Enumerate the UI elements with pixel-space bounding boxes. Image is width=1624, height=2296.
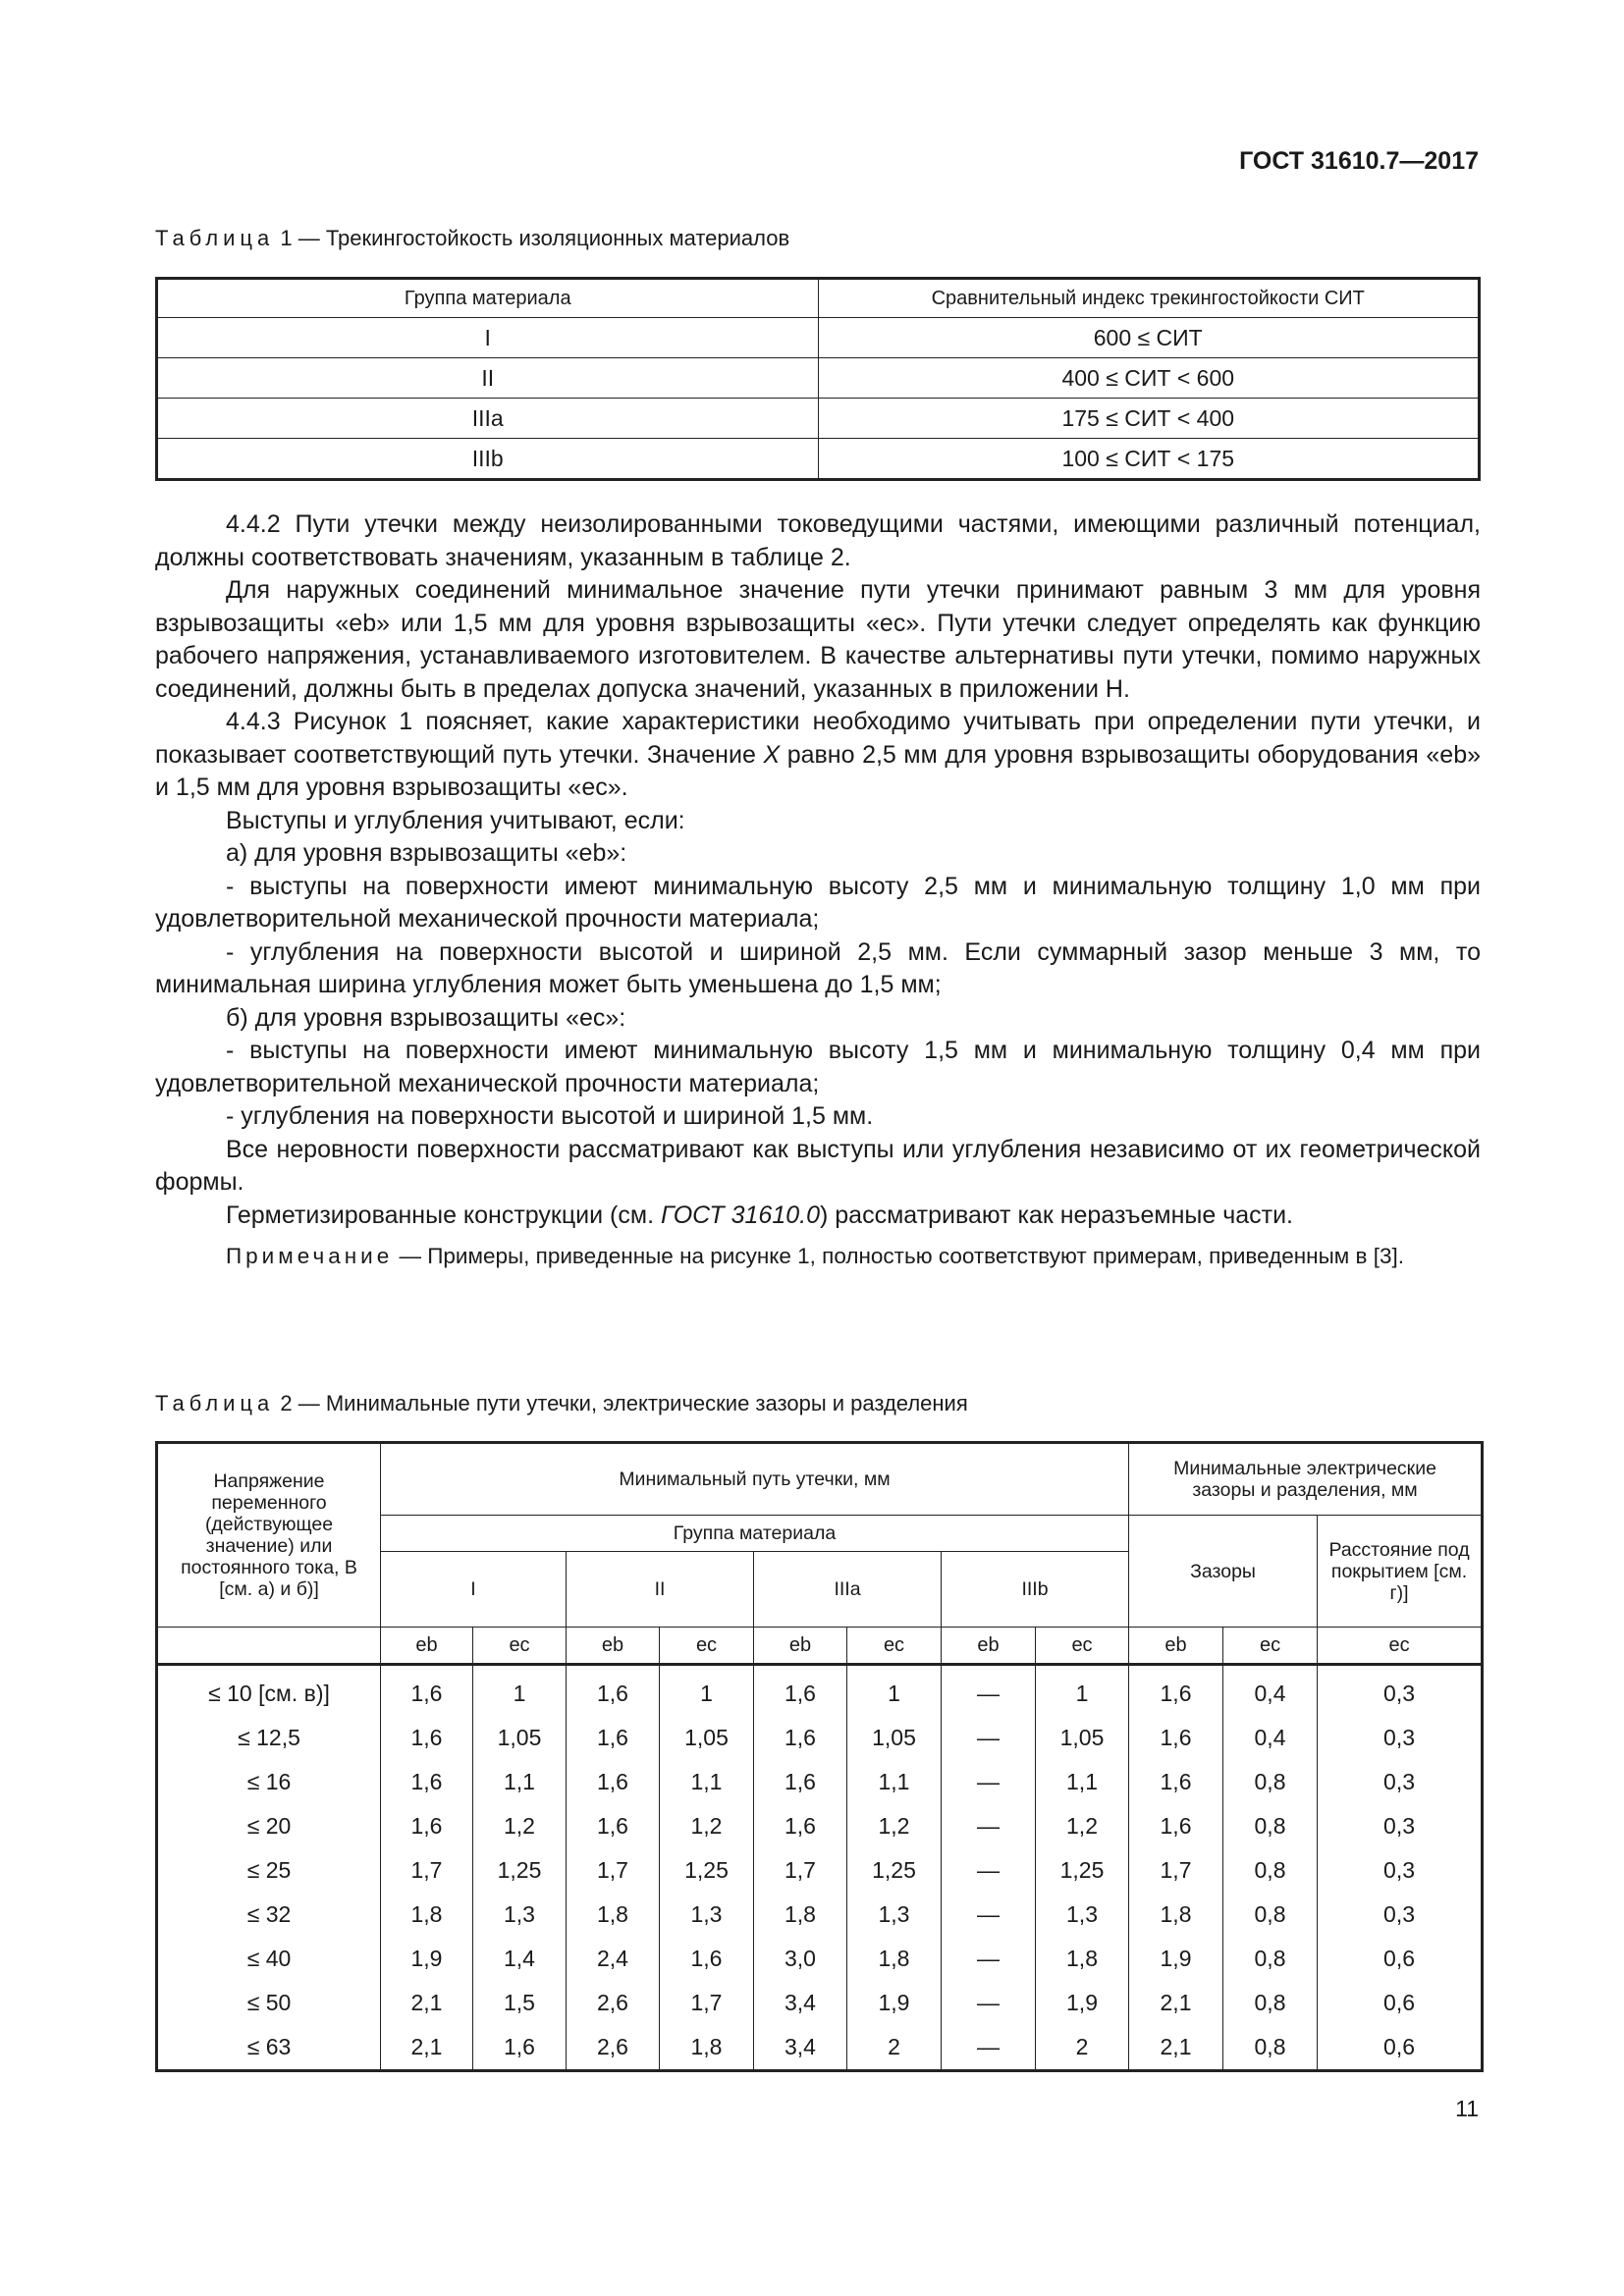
paragraph: Для наружных соединений минимальное значение пути утечки принимают равным 3 мм для уровня взрывозащиты «eb» или 1,5 мм для уровня взрывозащиты «ec». Пути утечки следует определять как функцию рабочего напряжения, устанавливаемого изготовителем. В качестве альтернативы пути утечки, помимо наружных соединений, должны быть в пределах допуска значений, указанных в приложении Н. bbox=[155, 576, 1481, 703]
voltage-cell: ≤ 20 bbox=[157, 1804, 381, 1848]
value-cell: 2,1 bbox=[1129, 1981, 1223, 2025]
value-cell: 1,6 bbox=[381, 1804, 473, 1848]
value-cell: 1,05 bbox=[660, 1716, 754, 1760]
group-iiib-header: IIIb bbox=[942, 1552, 1129, 1628]
value-cell: 1,3 bbox=[660, 1893, 754, 1937]
value-cell: 1,6 bbox=[473, 2025, 567, 2071]
tracking-resistance-table bbox=[155, 277, 1481, 481]
sub-header: eb bbox=[1129, 1628, 1223, 1665]
value-cell: — bbox=[942, 1981, 1036, 2025]
body-text bbox=[155, 508, 1481, 1271]
sub-header: ec bbox=[1318, 1628, 1483, 1665]
voltage-cell: ≤ 25 bbox=[157, 1848, 381, 1893]
table-row bbox=[157, 1937, 1483, 1981]
value-cell: 1 bbox=[660, 1665, 754, 1717]
paragraph: Выступы и углубления учитывают, если: bbox=[226, 806, 685, 834]
value-cell: 1,3 bbox=[1036, 1893, 1129, 1937]
sub-header: eb bbox=[942, 1628, 1036, 1665]
value-cell: 1,8 bbox=[847, 1937, 942, 1981]
group-iiia-header: IIIa bbox=[754, 1552, 942, 1628]
value-cell: 0,8 bbox=[1223, 1804, 1318, 1848]
value-cell: 1,8 bbox=[1036, 1937, 1129, 1981]
table-row bbox=[157, 1665, 1483, 1717]
value-cell: 1,6 bbox=[1129, 1665, 1223, 1717]
table1-col-group: Группа материала bbox=[157, 279, 819, 318]
table2-caption-text: 2 — Минимальные пути утечки, электрические зазоры и разделения bbox=[274, 1391, 968, 1415]
creepage-header: Минимальный путь утечки, мм bbox=[381, 1443, 1129, 1516]
value-cell: 0,8 bbox=[1223, 1760, 1318, 1804]
value-cell: 1,6 bbox=[381, 1665, 473, 1717]
value-cell: 1,2 bbox=[1036, 1804, 1129, 1848]
list-item: - выступы на поверхности имеют минимальную высоту 2,5 мм и минимальную толщину 1,0 мм при удовлетворительной механической прочности материала; bbox=[155, 872, 1481, 933]
material-group-header: Группа материала bbox=[381, 1516, 1129, 1552]
paragraph-part: 4.4.3 Рисунок 1 поясняет, какие характеристики необходимо учитывать при определении пути утечки, и показывает соответствующий путь утечки. Значение bbox=[155, 708, 1481, 769]
voltage-cell: ≤ 40 bbox=[157, 1937, 381, 1981]
material-group: IIIa bbox=[157, 399, 819, 439]
value-cell: 1,6 bbox=[381, 1716, 473, 1760]
voltage-cell: ≤ 12,5 bbox=[157, 1716, 381, 1760]
tracking-index: 100 ≤ СИТ < 175 bbox=[818, 439, 1480, 480]
table-row bbox=[157, 358, 1480, 399]
value-cell: 0,3 bbox=[1318, 1893, 1483, 1937]
sub-header: ec bbox=[660, 1628, 754, 1665]
value-cell: 1,25 bbox=[1036, 1848, 1129, 1893]
paragraph: Все неровности поверхности рассматривают как выступы или углубления независимо от их геометрической формы. bbox=[155, 1135, 1481, 1196]
value-cell: 2,6 bbox=[567, 1981, 660, 2025]
value-cell: 1,2 bbox=[847, 1804, 942, 1848]
paragraph-part: Герметизированные конструкции (см. bbox=[226, 1201, 661, 1229]
value-cell: 1,8 bbox=[754, 1893, 847, 1937]
value-cell: 1,6 bbox=[567, 1760, 660, 1804]
distance-under-coating-header: Расстояние под покрытием [см. г)] bbox=[1318, 1516, 1483, 1628]
value-cell: 1,1 bbox=[660, 1760, 754, 1804]
paragraph-part: равно 2,5 мм для уровня взрывозащиты оборудования «eb» и 1,5 мм для уровня взрывозащиты «ec». bbox=[155, 740, 1482, 801]
table2-caption bbox=[155, 1391, 968, 1416]
value-cell: 1,25 bbox=[847, 1848, 942, 1893]
value-cell: 2,1 bbox=[1129, 2025, 1223, 2071]
list-item: - углубления на поверхности высотой и шириной 1,5 мм. bbox=[226, 1102, 874, 1130]
value-cell: 1,6 bbox=[660, 1937, 754, 1981]
creepage-clearance-table bbox=[155, 1441, 1484, 2072]
value-cell: 1,6 bbox=[754, 1716, 847, 1760]
sub-header: eb bbox=[567, 1628, 660, 1665]
value-cell: 0,6 bbox=[1318, 1981, 1483, 2025]
value-cell: 0,8 bbox=[1223, 1848, 1318, 1893]
sub-header: ec bbox=[473, 1628, 567, 1665]
value-cell: 1,6 bbox=[1129, 1760, 1223, 1804]
voltage-header: Напряжение переменного (действующее значение) или постоянного тока, В [см. а) и б)] bbox=[157, 1443, 381, 1628]
value-cell: 0,3 bbox=[1318, 1665, 1483, 1717]
value-cell: 1,05 bbox=[473, 1716, 567, 1760]
list-item: - выступы на поверхности имеют минимальную высоту 1,5 мм и минимальную толщину 0,4 мм при удовлетворительной механической прочности материала; bbox=[155, 1037, 1481, 1097]
value-cell: 1,7 bbox=[660, 1981, 754, 2025]
table2-caption-word: Таблица bbox=[155, 1391, 275, 1415]
table1-caption-text: 1 — Трекингостойкость изоляционных материалов bbox=[274, 226, 790, 250]
table2-subheader-row bbox=[157, 1628, 1483, 1665]
value-cell: 1,2 bbox=[660, 1804, 754, 1848]
document-id: ГОСТ 31610.7—2017 bbox=[1239, 147, 1479, 175]
value-cell: 1,8 bbox=[1129, 1893, 1223, 1937]
value-cell: 2 bbox=[847, 2025, 942, 2071]
value-cell: 1 bbox=[1036, 1665, 1129, 1717]
value-cell: 0,8 bbox=[1223, 1981, 1318, 2025]
value-cell: 1,6 bbox=[567, 1804, 660, 1848]
value-cell: 2,1 bbox=[381, 2025, 473, 2071]
value-cell: 1,9 bbox=[381, 1937, 473, 1981]
standard-reference: ГОСТ 31610.0 bbox=[660, 1201, 820, 1229]
voltage-cell: ≤ 63 bbox=[157, 2025, 381, 2071]
value-cell: 1,7 bbox=[754, 1848, 847, 1893]
value-cell: 1,4 bbox=[473, 1937, 567, 1981]
paragraph-4-4-3 bbox=[155, 706, 1481, 805]
value-cell: 1,6 bbox=[1129, 1716, 1223, 1760]
tracking-index: 600 ≤ СИТ bbox=[818, 318, 1480, 358]
value-cell: 1,6 bbox=[567, 1716, 660, 1760]
value-cell: 1,9 bbox=[1129, 1937, 1223, 1981]
value-cell: — bbox=[942, 2025, 1036, 2071]
table-row bbox=[157, 2025, 1483, 2071]
note bbox=[155, 1242, 1481, 1271]
value-cell: 1,8 bbox=[567, 1893, 660, 1937]
material-group: I bbox=[157, 318, 819, 358]
value-cell: 1,6 bbox=[1129, 1804, 1223, 1848]
value-cell: 0,8 bbox=[1223, 1937, 1318, 1981]
value-cell: 1,6 bbox=[754, 1665, 847, 1717]
table2-header-row bbox=[157, 1443, 1483, 1516]
value-cell: 1,7 bbox=[567, 1848, 660, 1893]
value-cell: 1,1 bbox=[473, 1760, 567, 1804]
value-cell: 0,3 bbox=[1318, 1848, 1483, 1893]
empty-cell bbox=[157, 1628, 381, 1665]
voltage-cell: ≤ 50 bbox=[157, 1981, 381, 2025]
sub-header: ec bbox=[847, 1628, 942, 1665]
value-cell: 0,3 bbox=[1318, 1760, 1483, 1804]
table-row bbox=[157, 439, 1480, 480]
voltage-cell: ≤ 32 bbox=[157, 1893, 381, 1937]
list-item: б) для уровня взрывозащиты «ec»: bbox=[226, 1003, 626, 1032]
value-cell: 1,1 bbox=[847, 1760, 942, 1804]
value-cell: 0,8 bbox=[1223, 2025, 1318, 2071]
table-row bbox=[157, 1893, 1483, 1937]
group-i-header: I bbox=[381, 1552, 567, 1628]
value-cell: 2,6 bbox=[567, 2025, 660, 2071]
note-label: Примечание bbox=[226, 1244, 394, 1268]
sub-header: eb bbox=[381, 1628, 473, 1665]
list-item: - углубления на поверхности высотой и шириной 2,5 мм. Если суммарный зазор меньше 3 мм, то минимальная ширина углубления может быть уменьшена до 1,5 мм; bbox=[155, 937, 1481, 998]
table1-header-row bbox=[157, 279, 1480, 318]
value-cell: 1,1 bbox=[1036, 1760, 1129, 1804]
value-cell: 1,8 bbox=[660, 2025, 754, 2071]
value-cell: 1,05 bbox=[847, 1716, 942, 1760]
value-cell: 2,4 bbox=[567, 1937, 660, 1981]
value-cell: 1,25 bbox=[660, 1848, 754, 1893]
value-cell: 1,5 bbox=[473, 1981, 567, 2025]
clearance-header: Минимальные электрические зазоры и разделения, мм bbox=[1129, 1443, 1483, 1516]
sub-header: ec bbox=[1223, 1628, 1318, 1665]
value-cell: — bbox=[942, 1804, 1036, 1848]
tracking-index: 175 ≤ СИТ < 400 bbox=[818, 399, 1480, 439]
table-row bbox=[157, 318, 1480, 358]
table-row bbox=[157, 1760, 1483, 1804]
value-cell: 2,1 bbox=[381, 1981, 473, 2025]
value-cell: 1,6 bbox=[754, 1760, 847, 1804]
value-cell: 1,9 bbox=[1036, 1981, 1129, 2025]
value-cell: 1,6 bbox=[567, 1665, 660, 1717]
value-cell: 1,7 bbox=[381, 1848, 473, 1893]
sub-header: ec bbox=[1036, 1628, 1129, 1665]
table1-caption bbox=[155, 226, 789, 251]
value-cell: 1,7 bbox=[1129, 1848, 1223, 1893]
value-cell: — bbox=[942, 1937, 1036, 1981]
value-cell: — bbox=[942, 1760, 1036, 1804]
value-cell: 0,3 bbox=[1318, 1804, 1483, 1848]
value-cell: 1,25 bbox=[473, 1848, 567, 1893]
value-cell: 3,0 bbox=[754, 1937, 847, 1981]
table1-caption-word: Таблица bbox=[155, 226, 275, 250]
table-row bbox=[157, 1848, 1483, 1893]
value-cell: 1 bbox=[473, 1665, 567, 1717]
value-cell: 1,3 bbox=[847, 1893, 942, 1937]
value-cell: 2 bbox=[1036, 2025, 1129, 2071]
value-cell: 1,6 bbox=[754, 1804, 847, 1848]
table-row bbox=[157, 1716, 1483, 1760]
value-cell: 1,6 bbox=[381, 1760, 473, 1804]
value-cell: 0,6 bbox=[1318, 1937, 1483, 1981]
paragraph-part: ) рассматривают как неразъемные части. bbox=[820, 1201, 1293, 1229]
material-group: IIIb bbox=[157, 439, 819, 480]
table-row bbox=[157, 1804, 1483, 1848]
voltage-cell: ≤ 16 bbox=[157, 1760, 381, 1804]
gaps-header: Зазоры bbox=[1129, 1516, 1318, 1628]
table-row bbox=[157, 1981, 1483, 2025]
value-cell: 1,2 bbox=[473, 1804, 567, 1848]
value-cell: 1,3 bbox=[473, 1893, 567, 1937]
list-item: а) для уровня взрывозащиты «eb»: bbox=[226, 839, 627, 867]
page-number: 11 bbox=[1455, 2096, 1479, 2121]
value-cell: — bbox=[942, 1716, 1036, 1760]
tracking-index: 400 ≤ СИТ < 600 bbox=[818, 358, 1480, 399]
table1-col-index: Сравнительный индекс трекингостойкости СИТ bbox=[818, 279, 1480, 318]
value-cell: 3,4 bbox=[754, 1981, 847, 2025]
value-cell: 1 bbox=[847, 1665, 942, 1717]
value-cell: 1,05 bbox=[1036, 1716, 1129, 1760]
value-cell: 1,9 bbox=[847, 1981, 942, 2025]
value-cell: 0,3 bbox=[1318, 1716, 1483, 1760]
value-cell: 0,6 bbox=[1318, 2025, 1483, 2071]
group-ii-header: II bbox=[567, 1552, 754, 1628]
value-cell: 0,4 bbox=[1223, 1665, 1318, 1717]
sub-header: eb bbox=[754, 1628, 847, 1665]
material-group: II bbox=[157, 358, 819, 399]
value-cell: — bbox=[942, 1893, 1036, 1937]
table2-body bbox=[157, 1665, 1483, 2071]
value-cell: 0,4 bbox=[1223, 1716, 1318, 1760]
paragraph-4-4-2: 4.4.2 Пути утечки между неизолированными токоведущими частями, имеющими различный потенциал, должны соответствовать значениям, указанным в таблице 2. bbox=[155, 510, 1481, 571]
paragraph bbox=[155, 1200, 1481, 1233]
voltage-cell: ≤ 10 [см. в)] bbox=[157, 1665, 381, 1717]
value-cell: — bbox=[942, 1848, 1036, 1893]
note-text: — Примеры, приведенные на рисунке 1, полностью соответствуют примерам, приведенным в [3]. bbox=[393, 1244, 1404, 1268]
value-cell: 3,4 bbox=[754, 2025, 847, 2071]
value-cell: 1,8 bbox=[381, 1893, 473, 1937]
variable-x: X bbox=[763, 740, 781, 769]
value-cell: — bbox=[942, 1665, 1036, 1717]
table-row bbox=[157, 399, 1480, 439]
value-cell: 0,8 bbox=[1223, 1893, 1318, 1937]
